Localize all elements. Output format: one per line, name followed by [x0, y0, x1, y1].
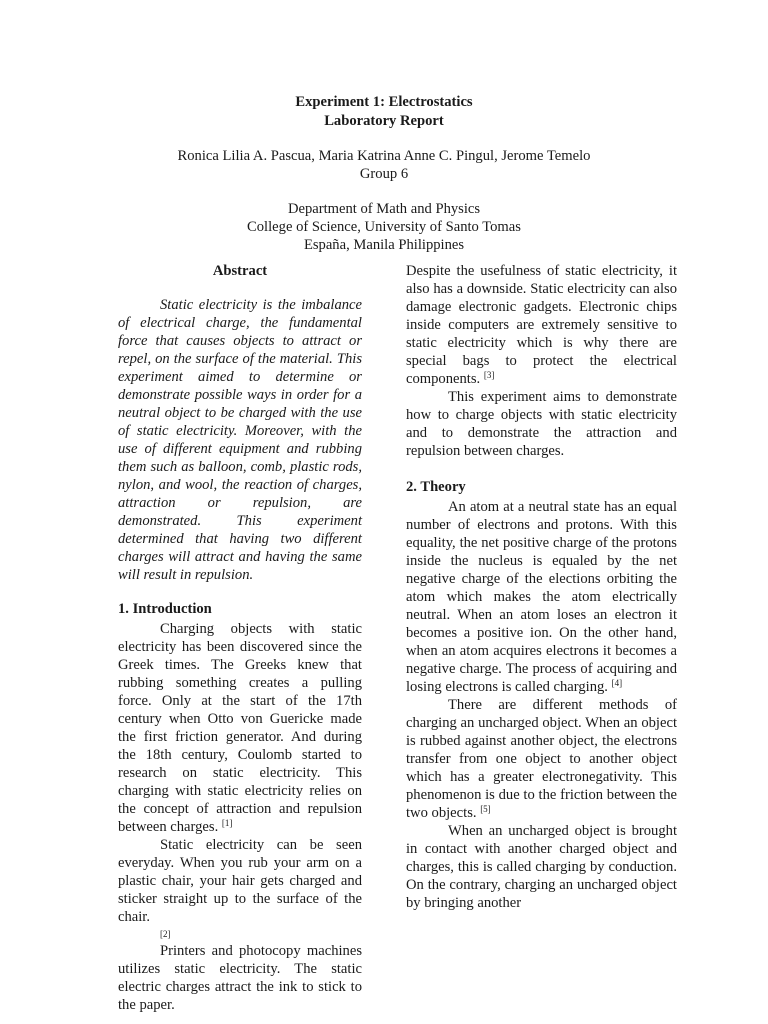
theory-heading: 2. Theory [406, 479, 466, 495]
citation-4: [4] [611, 678, 623, 688]
group-label: Group 6 [359, 166, 409, 182]
theory-paragraph-1 [406, 498, 677, 696]
title-line-1: Experiment 1: Electrostatics [295, 94, 473, 110]
intro-paragraph-3: Printers and photocopy machines utilizes static electricity. The static electric charges attract the ink to stick to the paper. [118, 943, 362, 1013]
intro-paragraph-4 [406, 262, 677, 388]
author-list: Ronica Lilia A. Pascua, Maria Katrina Anne C. Pingul, Jerome Temelo [177, 148, 591, 164]
affiliation-location: España, Manila Philippines [303, 237, 465, 253]
theory-paragraph-2 [406, 696, 677, 822]
citation-3: [3] [483, 370, 495, 380]
affiliation-college: College of Science, University of Santo Tomas [247, 219, 521, 235]
citation-1: [1] [221, 818, 233, 828]
theory-paragraph-3: When an uncharged object is brought in contact with another charged object and charges, this is called charging by conduction. On the contrary, charging an uncharged object by bringing another [406, 823, 677, 911]
citation-5: [5] [480, 804, 491, 814]
abstract-text: Static electricity is the imbalance of electrical charge, the fundamental force that causes objects to attract or repel, on the surface of the material. This experiment aimed to determine or demonstrate possible ways in order for a neutral object to be charged with the use of static electricity. Moreover, with the use of different equipment and rubbing them such as balloon, comb, plastic rods, nylon, and wool, the reaction of charges, attraction or repulsion, are demonstrated. This experiment determined that having two different charges will attract and having the same will result in repulsion. [118, 297, 362, 583]
intro-paragraph-2-text: Static electricity can be seen everyday. When you rub your arm on a plastic chair, your hair gets charged and sticker straight up to the surface of the chair. [118, 837, 362, 925]
citation-2: [2] [160, 929, 171, 939]
abstract-heading: Abstract [212, 263, 268, 279]
theory-paragraph-1-text: An atom at a neutral state has an equal number of electrons and protons. With this equality, the net positive charge of the protons inside the nucleus is equaled by the net negative charge of the elections orbiting the atom which makes the atom electrically neutral. When an atom loses an electron it becomes a positive ion. On the other hand, when an atom acquires electrons it becomes a negative charge. The process of acquiring and losing electrons is called charging. [406, 499, 677, 695]
intro-paragraph-2 [118, 836, 362, 942]
left-column [118, 262, 362, 1014]
affiliation-block [0, 200, 768, 254]
intro-paragraph-1-text: Charging objects with static electricity has been discovered since the Greek times. The Greeks knew that rubbing something creates a pulling force. Only at the start of the 17th century when Otto von Guericke made the first friction generator. And during the 18th century, Coulomb started to research on static electricity. This charging with static electricity relies on the concept of attraction and repulsion between charges. [118, 621, 362, 835]
intro-paragraph-4-text: Despite the usefulness of static electricity, it also has a downside. Static electricity can also damage electronic gadgets. Electronic chips inside computers are extremely sensitive to static electricity which is why there are special bags to protect the electrical components. [406, 263, 677, 387]
intro-paragraph-1 [118, 620, 362, 836]
intro-paragraph-5: This experiment aims to demonstrate how to charge objects with static electricity and to demonstrate the attraction and repulsion between charges. [406, 389, 677, 459]
paper-header [0, 93, 768, 254]
right-column [406, 262, 677, 912]
theory-paragraph-2-text: There are different methods of charging an uncharged object. When an object is rubbed against another object, the electrons transfer from one object to another object which has a greater electronegativity. This phenomenon is due to the friction between the two objects. [406, 697, 677, 821]
paper-title [0, 93, 768, 131]
title-line-2: Laboratory Report [324, 113, 444, 129]
affiliation-department: Department of Math and Physics [287, 201, 481, 217]
author-block [0, 147, 768, 183]
introduction-heading: 1. Introduction [118, 601, 212, 617]
